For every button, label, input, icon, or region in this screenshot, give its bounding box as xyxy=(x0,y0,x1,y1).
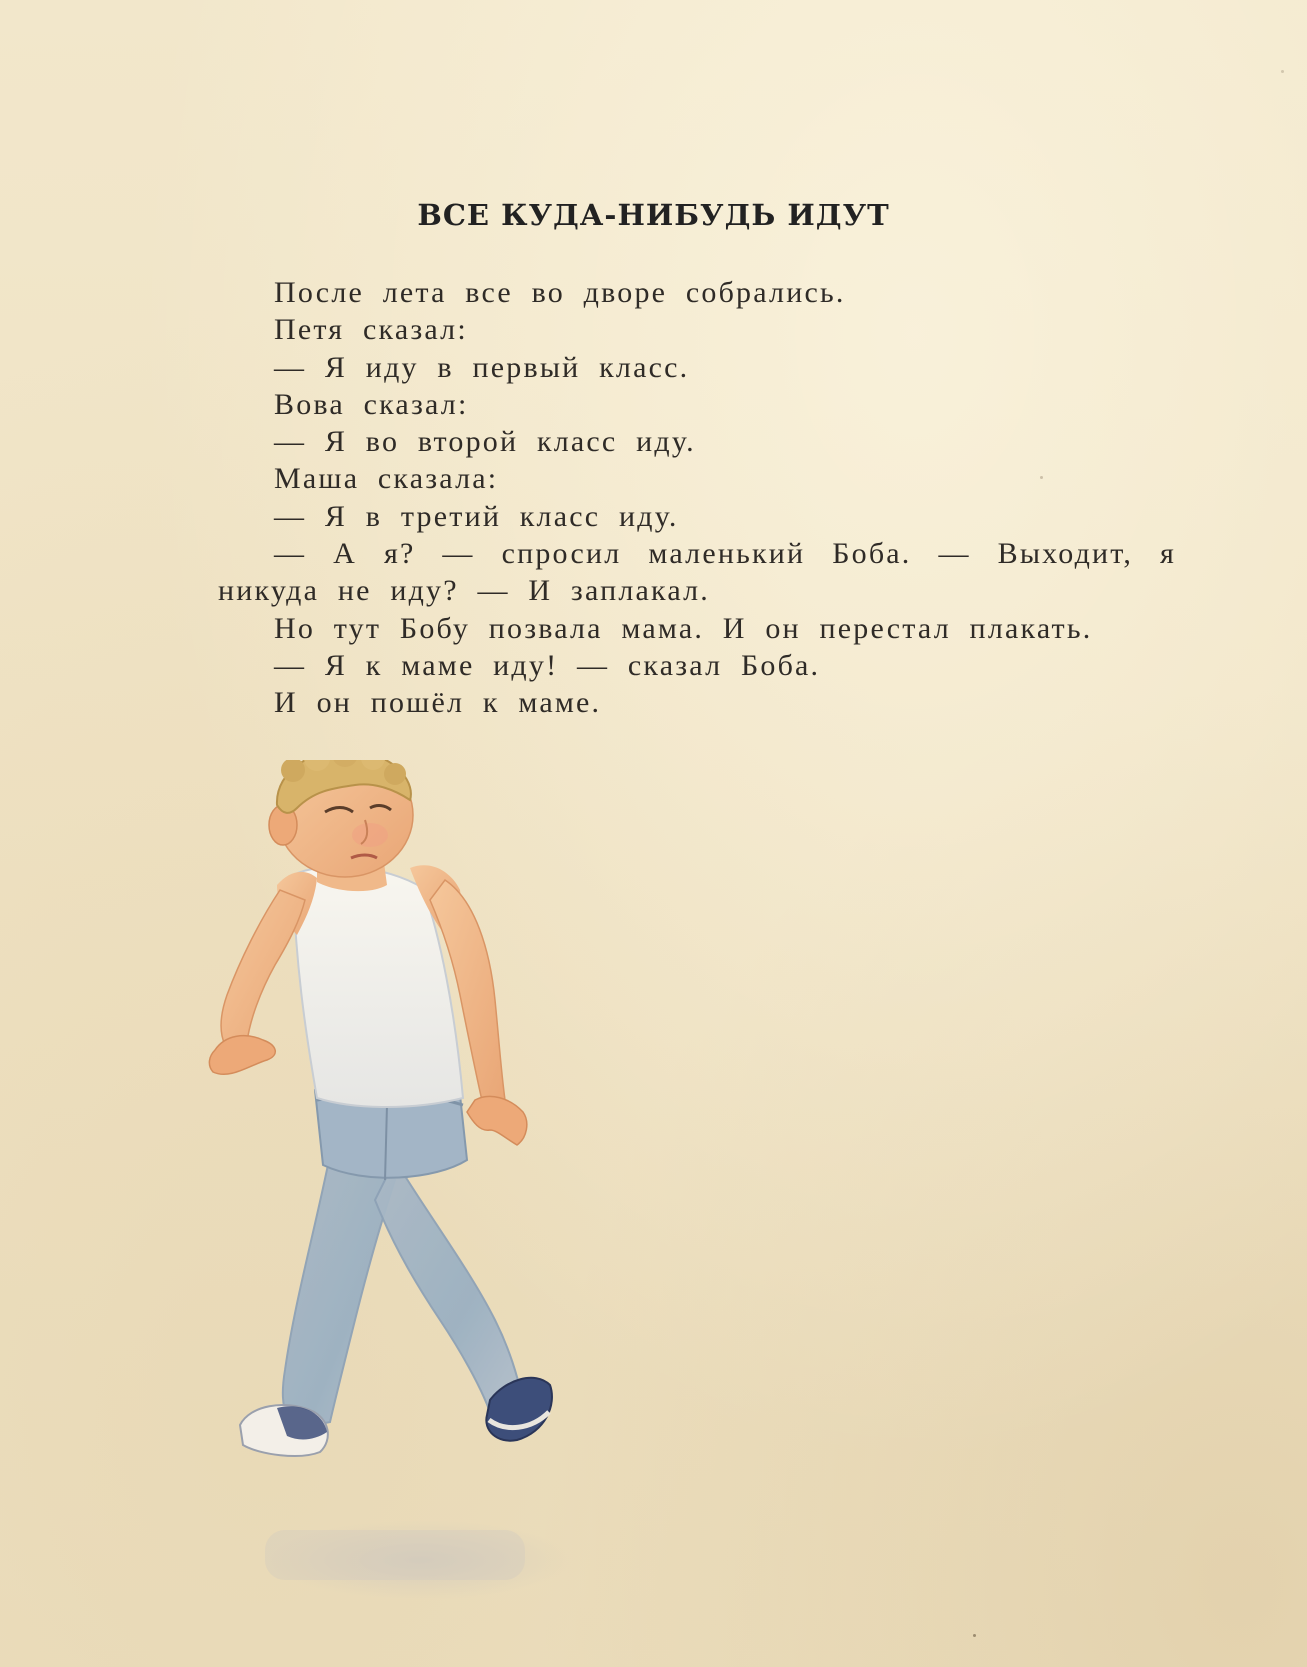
story-line: После лета все во дворе собрались. xyxy=(274,276,846,309)
paper-speck xyxy=(1281,70,1284,73)
left-arm xyxy=(221,890,305,1045)
story-line: — Я во второй класс иду. xyxy=(274,425,696,459)
story-line: — Я иду в первый класс. xyxy=(274,350,690,384)
story-title: ВСЕ КУДА-НИБУДЬ ИДУТ xyxy=(417,198,890,232)
story-line: Вова сказал: xyxy=(274,387,469,421)
right-leg xyxy=(375,1160,523,1412)
hair-curl xyxy=(384,763,406,785)
story-line: Петя сказал: xyxy=(274,313,468,347)
boy-illustration xyxy=(205,760,605,1620)
right-hand xyxy=(467,1096,527,1145)
story-line: Маша сказала: xyxy=(274,462,499,496)
story-line: И он пошёл к маме. xyxy=(274,686,602,720)
story-line: — А я? — спросил маленький Боба. — Выходит, я xyxy=(274,537,1176,571)
left-hand xyxy=(209,1036,275,1075)
story-line: — Я к маме иду! — сказал Боба. xyxy=(274,648,821,682)
story-line: — Я в третий класс иду. xyxy=(274,499,679,533)
paper-speck xyxy=(1040,476,1043,479)
cheek xyxy=(352,823,388,847)
ground-shadow-wash xyxy=(265,1530,525,1580)
story-line: никуда не иду? — И заплакал. xyxy=(218,574,711,608)
story-text xyxy=(218,274,1176,722)
paper-speck xyxy=(973,1634,976,1637)
story-line: Но тут Бобу позвала мама. И он перестал плакать. xyxy=(274,611,1093,645)
